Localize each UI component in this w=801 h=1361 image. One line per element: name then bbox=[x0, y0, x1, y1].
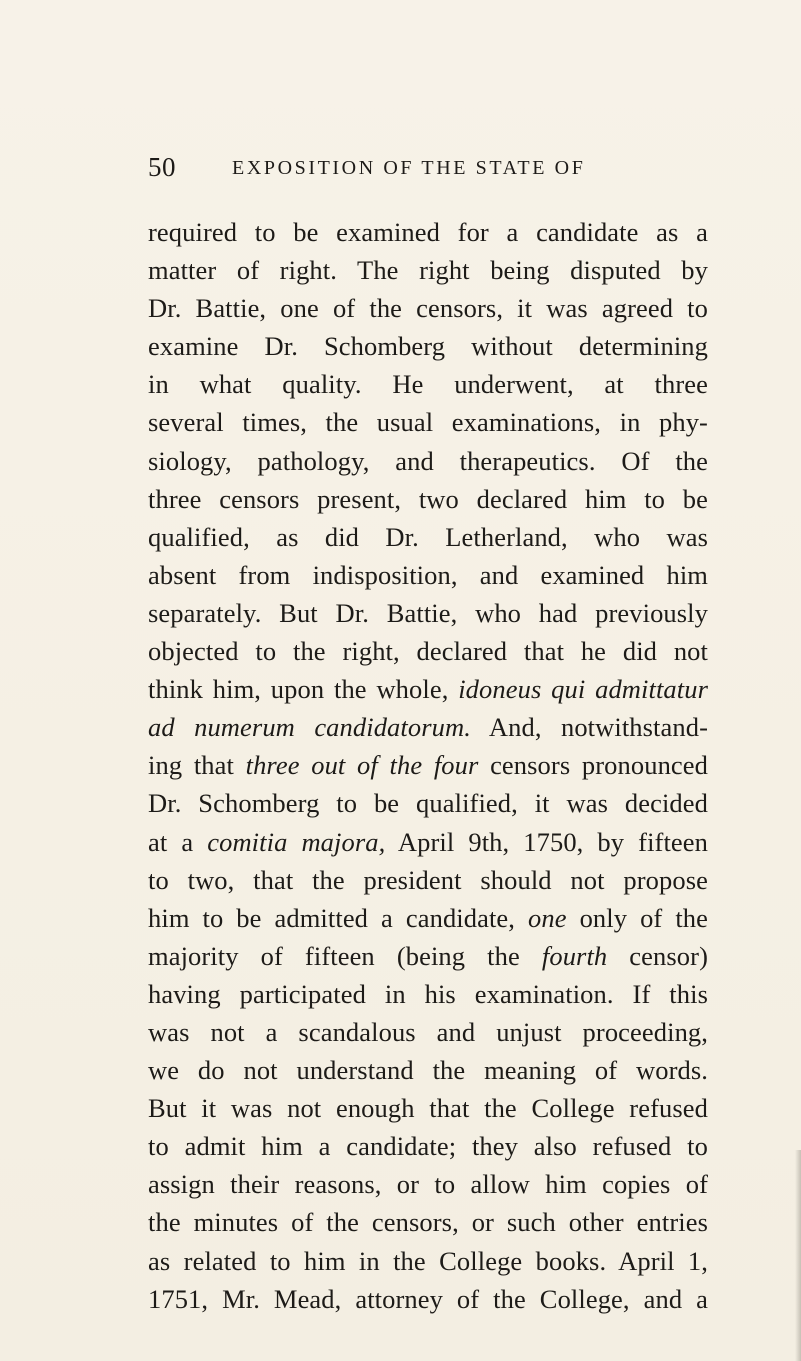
line-text: censors pronounced bbox=[478, 750, 708, 781]
text-line bbox=[148, 594, 708, 632]
text-line bbox=[148, 784, 708, 822]
line-text: him to be admitted a candidate, bbox=[148, 902, 529, 933]
line-text: 1751, Mr. Mead, attorney of the College, and a bbox=[148, 1283, 708, 1314]
line-text: examine Dr. Schomberg without determining bbox=[148, 331, 708, 362]
line-text: in what quality. He underwent, at three bbox=[148, 369, 708, 400]
text-line bbox=[148, 289, 708, 327]
line-text: required to be examined for a candidate as a bbox=[148, 217, 708, 247]
line-text: assign their reasons, or to allow him copies of bbox=[148, 1169, 708, 1200]
page-number: 50 bbox=[148, 152, 176, 182]
text-line bbox=[148, 823, 708, 861]
line-text: Dr. Schomberg to be qualified, it was decided bbox=[148, 788, 708, 819]
italic-text: one bbox=[528, 902, 567, 933]
text-line bbox=[148, 327, 708, 365]
text-line bbox=[148, 1165, 708, 1203]
line-text: majority of fifteen (being the bbox=[148, 940, 542, 971]
text-line bbox=[148, 861, 708, 899]
text-line bbox=[148, 708, 708, 746]
text-line bbox=[148, 518, 708, 556]
running-head bbox=[0, 148, 801, 188]
italic-text: comitia majora, bbox=[207, 826, 386, 857]
line-text: ing that bbox=[148, 750, 246, 781]
line-text: objected to the right, declared that he did not bbox=[148, 636, 708, 667]
line-text: Dr. Battie, one of the censors, it was agreed to bbox=[148, 293, 708, 324]
line-text: siology, pathology, and therapeutics. Of the bbox=[148, 445, 708, 476]
line-text: to two, that the president should not propose bbox=[148, 864, 708, 895]
text-line bbox=[148, 1203, 708, 1241]
text-line bbox=[148, 975, 708, 1013]
line-text: censor) bbox=[607, 940, 708, 971]
running-title: EXPOSITION OF THE STATE OF bbox=[232, 157, 586, 179]
text-line bbox=[148, 1280, 708, 1318]
italic-text: fourth bbox=[541, 940, 608, 971]
italic-text: three out of the four bbox=[245, 750, 479, 781]
text-line bbox=[148, 1089, 708, 1127]
italic-text: ad numerum candidatorum. bbox=[148, 712, 471, 743]
text-line bbox=[148, 1013, 708, 1051]
line-text: was not a scandalous and unjust proceeding, bbox=[148, 1016, 708, 1047]
text-line bbox=[148, 670, 708, 708]
line-text: And, notwithstand- bbox=[470, 712, 708, 743]
text-line bbox=[148, 1127, 708, 1165]
line-text: to admit him a candidate; they also refused to bbox=[148, 1131, 708, 1162]
line-text: at a bbox=[148, 826, 208, 857]
italic-text: idoneus qui admittatur bbox=[458, 674, 708, 705]
page-edge-shadow bbox=[795, 1150, 801, 1361]
text-line bbox=[148, 556, 708, 594]
text-line bbox=[148, 442, 708, 480]
line-text: think him, upon the whole, bbox=[148, 674, 459, 705]
line-text: three censors present, two declared him to be bbox=[148, 483, 708, 514]
text-line bbox=[148, 1051, 708, 1089]
line-text: matter of right. The right being disputed by bbox=[148, 255, 708, 286]
text-line bbox=[148, 480, 708, 518]
line-text: several times, the usual examinations, in phy- bbox=[148, 407, 708, 438]
body-text bbox=[148, 213, 708, 1318]
text-line bbox=[148, 937, 708, 975]
line-text: only of the bbox=[566, 902, 709, 933]
line-text: the minutes of the censors, or such other entries bbox=[148, 1207, 708, 1238]
line-text: But it was not enough that the College refused bbox=[148, 1093, 708, 1124]
text-line bbox=[148, 899, 708, 937]
line-text: having participated in his examination. If this bbox=[148, 978, 708, 1009]
line-text: separately. But Dr. Battie, who had previously bbox=[148, 597, 708, 628]
line-text: as related to him in the College books. April 1, bbox=[148, 1245, 708, 1276]
line-text: we do not understand the meaning of words. bbox=[148, 1055, 708, 1086]
line-text: April 9th, 1750, by fifteen bbox=[385, 826, 708, 857]
text-line bbox=[148, 251, 708, 289]
text-line bbox=[148, 1242, 708, 1280]
text-line bbox=[148, 365, 708, 403]
text-line bbox=[148, 632, 708, 670]
text-line bbox=[148, 746, 708, 784]
line-text: qualified, as did Dr. Letherland, who was bbox=[148, 521, 708, 552]
text-line bbox=[148, 213, 708, 251]
line-text: absent from indisposition, and examined him bbox=[148, 559, 708, 590]
text-line bbox=[148, 403, 708, 441]
